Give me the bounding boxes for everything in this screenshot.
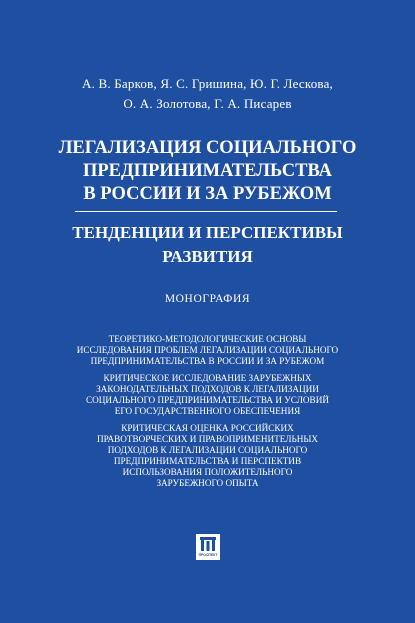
- thesis-item: КРИТИЧЕСКОЕ ИССЛЕДОВАНИЕ ЗАРУБЕЖНЫХ ЗАКОНОДАТЕЛЬНЫХ ПОДХОДОВ К ЛЕГАЛИЗАЦИИ СОЦИАЛЬНОГО ПРЕДПРИНИМАТЕЛЬСТВА И УСЛОВИЙ ЕГО ГОСУДАРСТВЕННОГО ОБЕСПЕЧЕНИЯ: [86, 373, 329, 416]
- book-subtitle: ТЕНДЕНЦИИ И ПЕРСПЕКТИВЫ РАЗВИТИЯ: [72, 223, 343, 266]
- book-title: ЛЕГАЛИЗАЦИЯ СОЦИАЛЬНОГО ПРЕДПРИНИМАТЕЛЬСТВА В РОССИИ И ЗА РУБЕЖОМ: [58, 138, 357, 204]
- thesis-item: ТЕОРЕТИКО-МЕТОДОЛОГИЧЕСКИЕ ОСНОВЫ ИССЛЕДОВАНИЯ ПРОБЛЕМ ЛЕГАЛИЗАЦИИ СОЦИАЛЬНОГО ПРЕДПРИНИМАТЕЛЬСТВА В РОССИИ И ЗА РУБЕЖОМ: [76, 334, 339, 366]
- title-divider: [75, 211, 337, 212]
- authors-line: О. А. Золотова, Г. А. Писарев: [123, 96, 292, 111]
- authors-line: А. В. Барков, Я. С. Гришина, Ю. Г. Лескова,: [81, 76, 334, 91]
- thesis-item: КРИТИЧЕСКАЯ ОЦЕНКА РОССИЙСКИХ ПРАВОТВОРЧЕСКИХ И ПРАВОПРИМЕНИТЕЛЬНЫХ ПОДХОДОВ К ЛЕГАЛИЗАЦИИ СОЦИАЛЬНОГО ПРЕДПРИНИМАТЕЛЬСТВА И ПЕРСПЕКТИВ ИСПОЛЬЗОВАНИЯ ПОЛОЖИТЕЛЬНОГО ЗАРУБЕЖНОГО ОПЫТА: [96, 423, 319, 488]
- publisher-logo-mark: [196, 534, 220, 553]
- publisher-logo-label: ПРОСПЕКТ: [198, 553, 218, 557]
- publisher-logo-icon: [196, 534, 220, 560]
- theses-list: [55, 334, 360, 495]
- document-type: МОНОГРАФИЯ: [164, 293, 251, 305]
- authors-block: [0, 74, 415, 114]
